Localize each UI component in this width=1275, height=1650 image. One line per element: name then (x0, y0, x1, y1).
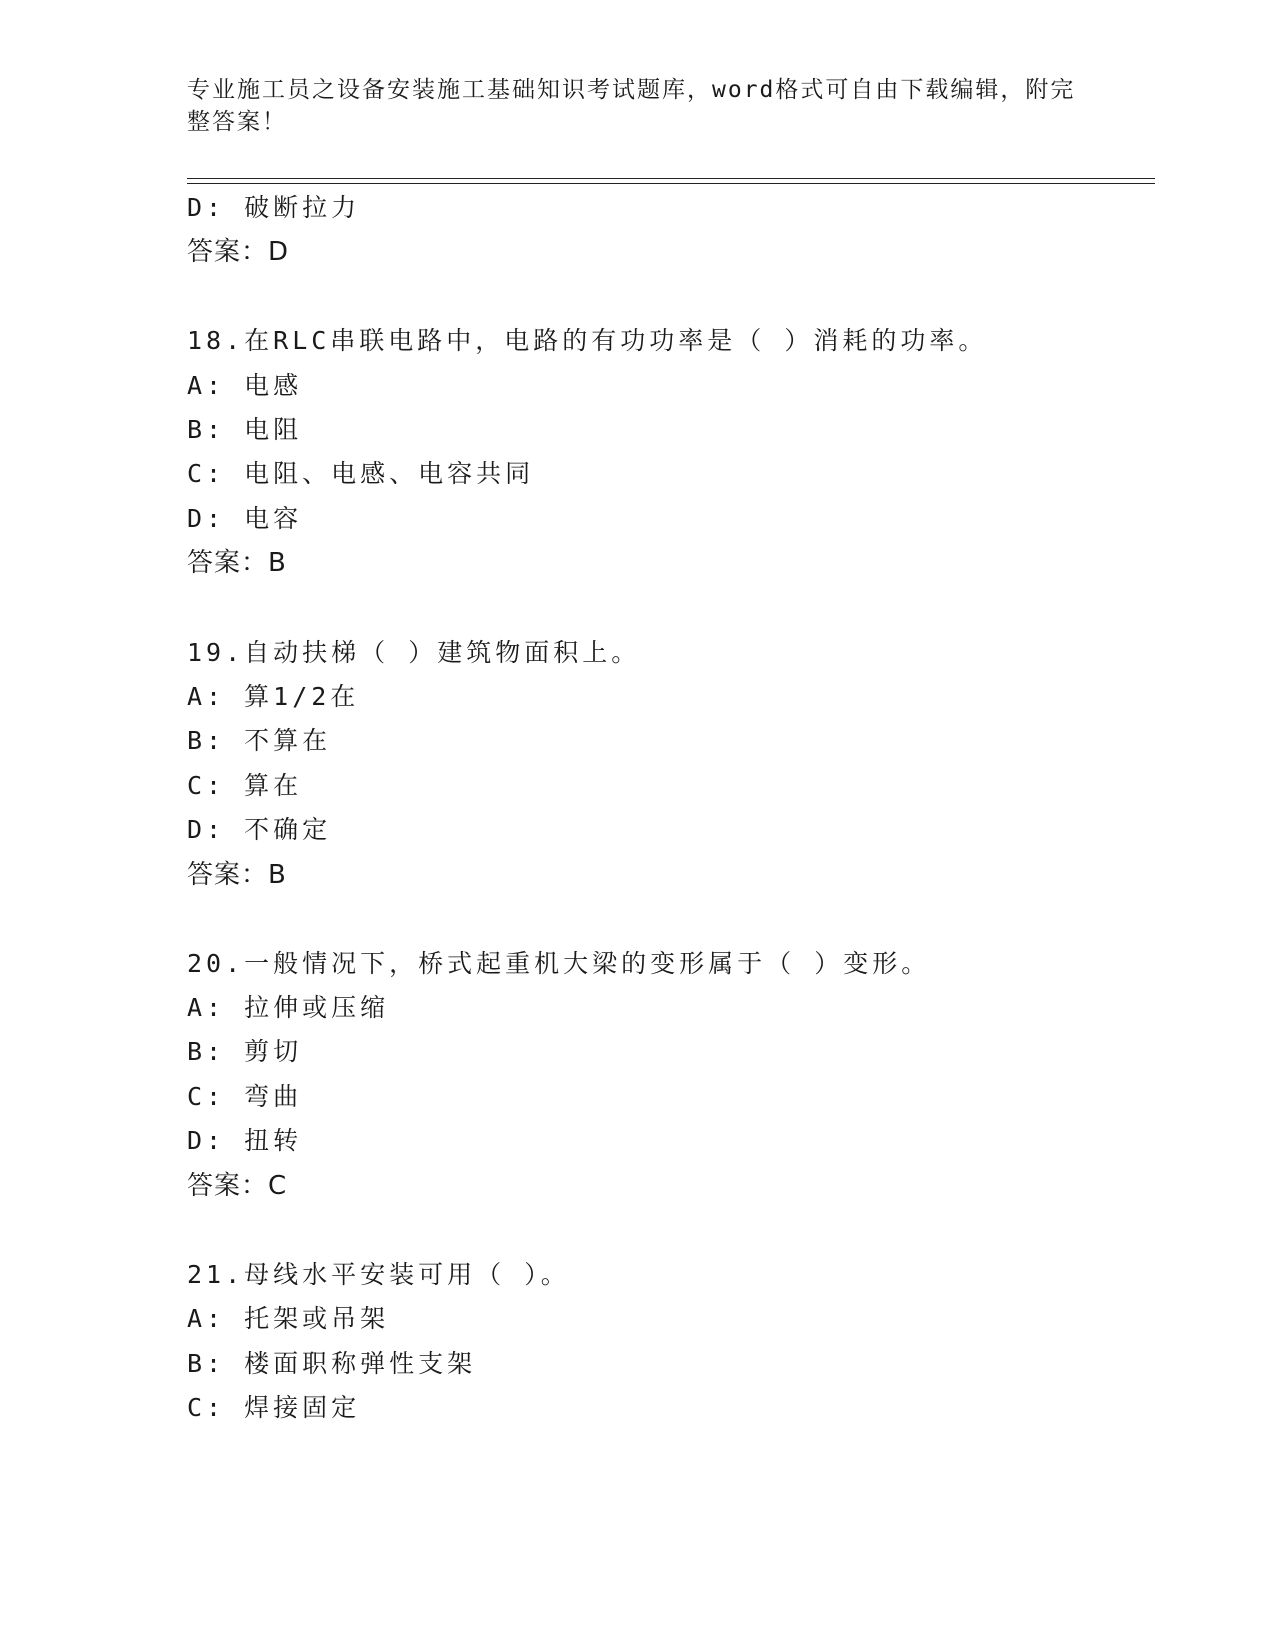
question-line: 20.一般情况下，桥式起重机大梁的变形属于（ ）变形。 (187, 949, 931, 978)
question-line: 19.自动扶梯（ ）建筑物面积上。 (187, 638, 641, 667)
option-line: D: 电容 (187, 504, 303, 533)
document-header: 专业施工员之设备安装施工基础知识考试题库，word格式可自由下载编辑，附完整答案！ (187, 77, 1076, 135)
option-line: C: 算在 (187, 771, 303, 800)
option-line: A: 托架或吊架 (187, 1304, 390, 1333)
option-line: B: 楼面职称弹性支架 (187, 1349, 477, 1378)
answer-line: 答案：D (187, 237, 290, 267)
option-line: D: 破断拉力 (187, 193, 361, 222)
option-line: D: 扭转 (187, 1126, 303, 1155)
header-divider-bottom (187, 183, 1155, 184)
question-line: 21.母线水平安装可用（ ）。 (187, 1260, 570, 1289)
option-line: D: 不确定 (187, 815, 332, 844)
option-line: C: 焊接固定 (187, 1393, 361, 1422)
question-line: 18.在RLC串联电路中，电路的有功功率是（ ）消耗的功率。 (187, 326, 988, 355)
option-line: A: 拉伸或压缩 (187, 993, 390, 1022)
option-line: A: 电感 (187, 371, 303, 400)
option-line: B: 剪切 (187, 1037, 303, 1066)
answer-line: 答案：B (187, 860, 287, 890)
header-divider-top (187, 178, 1155, 179)
answer-line: 答案：B (187, 548, 287, 578)
option-line: A: 算1/2在 (187, 682, 360, 711)
option-line: B: 电阻 (187, 415, 303, 444)
option-line: C: 弯曲 (187, 1082, 303, 1111)
option-line: C: 电阻、电感、电容共同 (187, 459, 535, 488)
option-line: B: 不算在 (187, 726, 332, 755)
answer-line: 答案：C (187, 1171, 288, 1201)
